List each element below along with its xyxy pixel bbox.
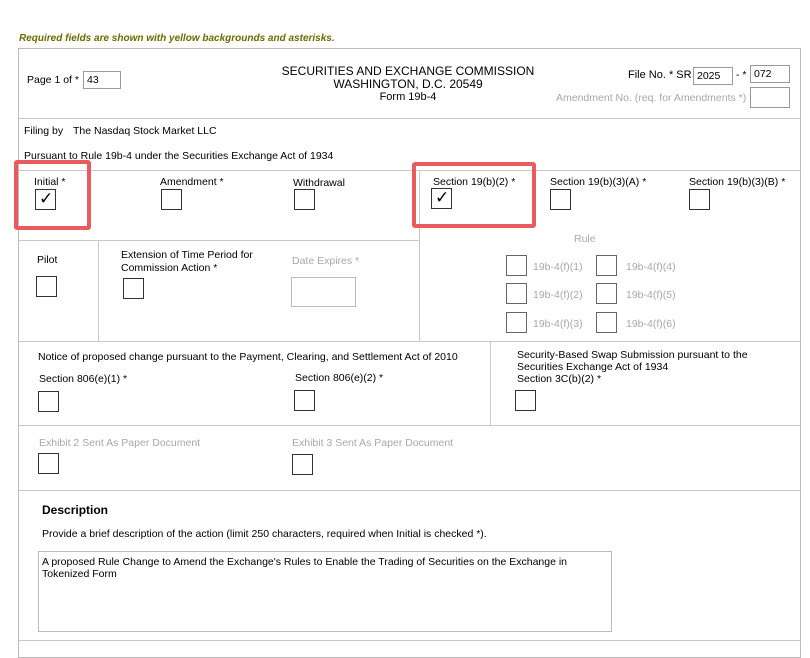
amendment-checkbox[interactable] [161, 189, 182, 210]
divider [19, 341, 801, 342]
section-19b3b-checkbox[interactable] [689, 189, 710, 210]
swap-label-line1: Security-Based Swap Submission pursuant to the [517, 349, 748, 361]
pilot-checkbox[interactable] [36, 276, 57, 297]
checkmark-icon: ✓ [435, 188, 450, 208]
divider [98, 240, 99, 341]
divider [490, 341, 491, 425]
agency-heading [218, 65, 598, 104]
rule-f4-label: 19b-4(f)(4) [626, 261, 676, 273]
divider [19, 640, 801, 641]
form-name: Form 19b-4 [379, 91, 437, 103]
pilot-label: Pilot [37, 254, 58, 266]
exhibit-2-checkbox[interactable] [38, 453, 59, 474]
section-806e1-checkbox[interactable] [38, 391, 59, 412]
swap-submission-checkbox[interactable] [515, 390, 536, 411]
highlight-box [412, 162, 536, 228]
amendment-label: Amendment No. (req. for Amendments *) [556, 92, 747, 104]
rule-f1-label: 19b-4(f)(1) [533, 261, 583, 273]
rule-f2-label: 19b-4(f)(2) [533, 289, 583, 301]
section-19b3b-label: Section 19(b)(3)(B) * [689, 176, 786, 188]
extension-label [121, 249, 253, 275]
extension-label-line2: Commission Action * [121, 262, 218, 274]
section-806e2-label: Section 806(e)(2) * [295, 372, 384, 384]
swap-submission-label [517, 349, 748, 385]
description-textarea[interactable]: A proposed Rule Change to Amend the Exchange's Rules to Enable the Trading of Securities on the Exchange in Tokenized Form [38, 551, 612, 632]
divider [19, 240, 419, 241]
file-year-input[interactable]: 2025 [693, 67, 733, 85]
extension-label-line1: Extension of Time Period for [121, 249, 253, 261]
rule-f3-checkbox[interactable] [506, 312, 527, 333]
amendment-option-label: Amendment * [160, 176, 224, 188]
filing-by-value: The Nasdaq Stock Market LLC [73, 125, 217, 137]
exhibit-3-checkbox[interactable] [292, 454, 313, 475]
file-dash: - * [736, 69, 747, 81]
rule-title: Rule [574, 233, 596, 245]
page-label: Page 1 of * [27, 74, 79, 86]
section-806e2-checkbox[interactable] [294, 390, 315, 411]
pursuant-text: Pursuant to Rule 19b-4 under the Securities Exchange Act of 1934 [24, 150, 334, 162]
notice-806-text: Notice of proposed change pursuant to the Payment, Clearing, and Settlement Act of 2010 [38, 351, 458, 363]
checkmark-icon: ✓ [39, 189, 54, 209]
exhibit-2-label: Exhibit 2 Sent As Paper Document [39, 437, 201, 449]
rule-f5-checkbox[interactable] [596, 283, 617, 304]
date-expires-input[interactable] [291, 277, 356, 307]
section-19b3a-checkbox[interactable] [550, 189, 571, 210]
section-806e1-label: Section 806(e)(1) * [39, 373, 128, 385]
swap-label-line2: Securities Exchange Act of 1934 [517, 361, 669, 373]
swap-label-line3: Section 3C(b)(2) * [517, 373, 602, 385]
rule-f3-label: 19b-4(f)(3) [533, 318, 583, 330]
agency-city: WASHINGTON, D.C. 20549 [333, 77, 483, 91]
divider [19, 425, 801, 426]
initial-label: Initial * [34, 176, 66, 188]
rule-f5-label: 19b-4(f)(5) [626, 289, 676, 301]
rule-f4-checkbox[interactable] [596, 255, 617, 276]
exhibit-3-label: Exhibit 3 Sent As Paper Document [292, 437, 454, 449]
highlight-box [14, 160, 91, 230]
filing-by-label: Filing by [24, 125, 64, 137]
description-title: Description [42, 503, 109, 517]
divider [19, 170, 801, 171]
section-19b2-label: Section 19(b)(2) * [433, 176, 516, 188]
date-expires-label: Date Expires * [292, 255, 360, 267]
agency-name: SECURITIES AND EXCHANGE COMMISSION [281, 64, 535, 78]
file-number-input[interactable]: 072 [750, 65, 790, 83]
withdrawal-label: Withdrawal [293, 177, 345, 189]
withdrawal-checkbox[interactable] [294, 189, 315, 210]
section-19b3a-label: Section 19(b)(3)(A) * [550, 176, 647, 188]
file-no-label: File No. * SR [628, 69, 692, 81]
rule-f2-checkbox[interactable] [506, 283, 527, 304]
rule-f6-label: 19b-4(f)(6) [626, 318, 676, 330]
page-total-input[interactable]: 43 [83, 71, 121, 89]
divider [19, 118, 801, 119]
rule-f6-checkbox[interactable] [596, 312, 617, 333]
extension-checkbox[interactable] [123, 278, 144, 299]
divider [19, 490, 801, 491]
rule-f1-checkbox[interactable] [506, 255, 527, 276]
amendment-input[interactable] [750, 87, 790, 108]
description-instruction: Provide a brief description of the action (limit 250 characters, required when Initial is checked *). [42, 528, 487, 540]
required-fields-notice: Required fields are shown with yellow backgrounds and asterisks. [19, 33, 335, 44]
